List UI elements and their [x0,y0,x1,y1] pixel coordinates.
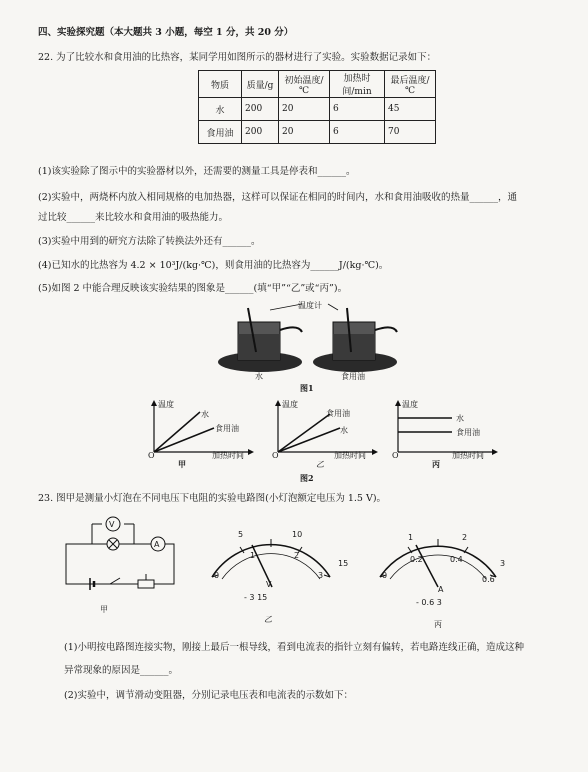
q22-part2a: (2)实验中，两烧杯内放入相同规格的电加热器，这样可以保证在相同的时间内，水和食用油吸收的热量______，通 [38,192,517,203]
table-cell: 20 [279,98,330,121]
voltmeter-bottom-1: 1 [250,551,256,560]
graph-bing-y-label: 温度 [402,400,418,409]
q22-part2b: 过比较______来比较水和食用油的吸热能力。 [38,212,229,223]
voltmeter-bottom-0: 0 [214,571,220,580]
graph-bing-name: 丙 [432,459,440,469]
ammeter-low-0.6: 0.6 [482,575,495,584]
q23-part2: (2)实验中，调节滑动变阻器，分别记录电压表和电流表的示数如下： [64,690,353,701]
graph-jia-y-label: 温度 [158,400,174,409]
ammeter-top-2: 2 [462,533,468,542]
table-cell: 200 [242,121,279,144]
graph-jia-name: 甲 [178,459,186,469]
graph-yi-name: 乙 [316,460,324,469]
water-setup [218,308,302,372]
water-label: 水 [255,372,263,381]
ammeter-bottom-0.2: 0.2 [410,555,423,564]
q23-part1a: (1)小明按电路图连接实物，刚接上最后一根导线，看到电流表的指针立刻有偏转，若电路连线正确，造成这种 [64,642,524,653]
table-cell: 6 [330,121,385,144]
graph-yi-y-label: 温度 [282,400,298,409]
voltmeter-bottom-3: 3 [318,571,324,580]
ammeter-a-label: A [154,540,160,549]
ammeter-unit: A [438,585,444,594]
figure-bing-label: 丙 [434,620,442,629]
oil-label: 食用油 [341,372,365,381]
table-cell: 水 [199,98,242,121]
header-substance: 物质 [199,71,242,98]
graph-yi-oil-line [278,414,330,452]
thermometer-label: 温度计 [298,301,322,310]
graph-bing-s1: 水 [456,414,464,423]
ammeter-end-3: 3 [500,559,506,568]
graph-jia-x-label: 加热时间 [212,451,244,460]
header-initial-temp: 初始温度/℃ [279,71,330,98]
graph-bing-origin: O [392,451,399,460]
q23-part1b: 异常现象的原因是______。 [64,665,179,676]
graph-jia-water-line [154,412,200,452]
graph-jia-oil-line [154,428,214,452]
voltmeter-unit: V [266,580,272,589]
ammeter-bottom-0.4: 0.4 [450,555,463,564]
graph-jia-origin: O [148,451,155,460]
graph-yi-s1: 食用油 [326,409,350,418]
header-final-temp: 最后温度/℃ [385,71,436,98]
voltmeter-end-15: 15 [338,559,349,568]
voltmeter-top-5: 5 [238,530,244,539]
ammeter-top-1: 1 [408,533,414,542]
figure-2-caption: 图2 [300,473,314,483]
table-cell: 200 [242,98,279,121]
voltmeter-v-label: V [109,520,115,529]
header-mass: 质量/g [242,71,279,98]
figure-jia-label: 甲 [100,605,108,614]
oil-setup [313,308,397,372]
voltmeter-terminals: - 3 15 [244,593,268,602]
voltmeter-bottom-2: 2 [294,551,300,560]
figure-1-caption: 图1 [300,383,314,393]
q23-intro: 23. 图甲是测量小灯泡在不同电压下电阻的实验电路图(小灯泡额定电压为 1.5 V)。 [38,493,387,504]
table-cell: 45 [385,98,436,121]
graph-jia-s1: 水 [201,410,209,419]
graph-bing-s2: 食用油 [456,428,480,437]
table-cell: 70 [385,121,436,144]
figure-1-beakers [210,300,410,390]
graph-yi-s2: 水 [340,426,348,435]
q22-part1: (1)该实验除了图示中的实验器材以外，还需要的测量工具是停表和______。 [38,166,356,177]
table-cell: 20 [279,121,330,144]
circuit-diagram [62,512,182,592]
header-heating-time: 加热时间/min [330,71,385,98]
ammeter-bottom-0: 0 [382,571,388,580]
table-row [199,98,436,121]
ammeter-terminals: - 0.6 3 [416,598,442,607]
q22-part3: (3)实验中用到的研究方法除了转换法外还有______。 [38,236,261,247]
q22-intro: 22. 为了比较水和食用油的比热容，某同学用如图所示的器材进行了实验。实验数据记录如下： [38,52,437,63]
graph-yi-water-line [278,428,340,452]
q22-part5: (5)如图 2 中能合理反映该实验结果的图象是______(填“甲”“乙”或“丙”)。 [38,283,348,294]
graph-bing-x-label: 加热时间 [452,451,484,460]
voltmeter-dial [200,525,350,595]
table-row [199,121,436,144]
section-title: 四、实验探究题（本大题共 3 小题，每空 1 分，共 20 分） [38,27,294,38]
graph-yi-origin: O [272,451,279,460]
table-header-row [199,71,436,98]
q22-part4: (4)已知水的比热容为 4.2 × 10³J/(kg·℃)，则食用油的比热容为______J/(kg·℃)。 [38,260,389,271]
table-cell: 食用油 [199,121,242,144]
voltmeter-top-10: 10 [292,530,303,539]
data-table [198,70,436,144]
graph-jia-s2: 食用油 [215,424,239,433]
table-cell: 6 [330,98,385,121]
graph-yi-x-label: 加热时间 [334,451,366,460]
rheostat-symbol [138,580,154,588]
figure-yi-label: 乙 [264,615,272,624]
ammeter-needle [416,545,438,587]
